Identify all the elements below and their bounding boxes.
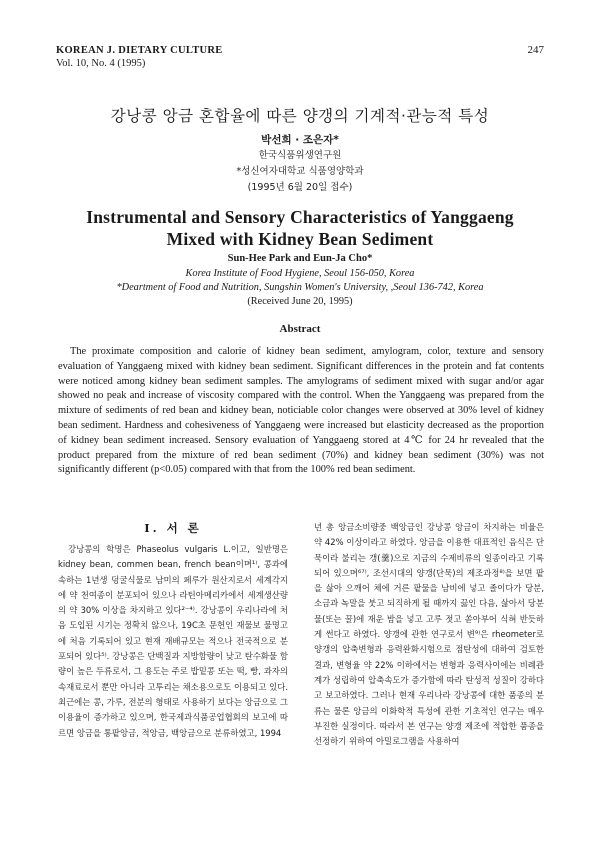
english-affiliation-2: *Deartment of Food and Nutrition, Sungshin Women's University, ,Seoul 136-742, Korea (116, 282, 484, 293)
english-authors: Sun-Hee Park and Eun-Ja Cho* (227, 253, 373, 264)
body-column-right (314, 520, 544, 749)
korean-affiliation-2: *성신여자대학교 식품영양학과 (236, 166, 364, 177)
journal-name: KOREAN J. DIETARY CULTURE (56, 45, 223, 56)
korean-received-date: (1995년 6월 20일 접수) (247, 182, 353, 193)
english-title-line-2: Mixed with Kidney Bean Sediment (166, 229, 434, 249)
section-heading-introduction: I. 서 론 (144, 521, 202, 535)
korean-authors: 박선희 · 조은자* (261, 134, 339, 146)
english-title-line-1: Instrumental and Sensory Characteristics of Yanggaeng (86, 207, 514, 227)
english-received-date: (Received June 20, 1995) (247, 296, 353, 307)
abstract-text: The proximate composition and calorie of kidney bean sediment, amylogram, color, texture and sensory evaluation of Yanggaeng mixed with kidney bean sediment. Significant differences in the protein and fat contents were noticed among kidney bean sediment samples. The amylograms of sediment mixed with sugar and/or agar showed no peak and increase of viscosity compared with the control. When the Yanggaeng was prepared from the mixture of sediments of red bean and kidney bean, noticiable color changes were observed at 30% level of kidney bean sediment. Hardness and cohesiveness of Yanggaeng were increased but elasticity decreased as the proportion of kidney bean sediment increased. Sensory evaluation of Yanggaeng stored at 4℃ for 24 hr revealed that the product prepared from the mixture of red bean sediment (70%) and kidney bean sediment (30%) was not significantly different (p<0.05) compared with that from the 100% red bean sediment. (58, 346, 544, 476)
korean-title: 강낭콩 앙금 혼합율에 따른 양갱의 기계적·관능적 특성 (110, 107, 490, 125)
english-title (40, 206, 560, 250)
abstract-heading: Abstract (279, 323, 321, 335)
english-affiliation-1: Korea Institute of Food Hygiene, Seoul 156-050, Korea (185, 268, 415, 279)
body-column-left (58, 520, 288, 741)
korean-affiliation-1: 한국식품위생연구원 (258, 150, 342, 161)
body-paragraph: 강낭콩의 학명은 Phaseolus vulgaris L.이고, 일반명은 kidney bean, commen bean, french bean이며¹⁾, 콩과에 속하는 1년생 덩굴식물로 남미의 페루가 원산지로서 세계각지에 약 천여종이 분포되어 있으나 라틴아메리카에서 세계생산량의 약 30% 이상을 차지하고 있다²⁻⁴⁾. 강낭콩이 우리나라에 처음 도입된 시기는 정확치 않으나, 19C초 문헌인 재물보 물명고에 처음 기록되어 있고 현재 재배규모는 적으나 전국적으로 분포되어 있다⁵⁾. 강낭콩은 단백질과 지방함량이 낮고 탄수화물 함량이 높은 두류로서, 그 용도는 주로 밥밑콩 또는 떡, 빵, 과자의 속재료로서 뿐만 아니라 고투리는 채소용으로도 이용되고 있다. 최근에는 콩, 가루, 전분의 형태로 사용하기 보다는 앙금으로 그 이용율이 증가하고 있으며, 한국제과식품공업협회의 보고에 따르면 앙금을 통팥앙금, 적앙금, 백앙금으로 분류하였고, 1994 (58, 544, 288, 738)
page-number: 247 (527, 44, 544, 56)
journal-volume: Vol. 10, No. 4 (1995) (56, 58, 146, 69)
body-paragraph-continued: 년 총 앙금소비량중 백앙금인 강낭콩 앙금이 차지하는 비율은 약 42% 이상이라고 하였다. 앙금을 이용한 대표적인 음식은 단묵이라 불리는 갱(羹)으로 지금의 수제비류의 일종이라고 기록되어 있으며⁶⁷⁾, 조선시대의 양갱(단묵)의 제조과정⁸⁾을 보면 팥을 삶아 으깨어 체에 거른 팥물을 남비에 넣고 졸이다가 당분, 소금과 녹말을 붓고 되직하게 될 때까지 끓인 다음, 삶아서 당분물(또는 꿀)에 재운 밤을 넣고 고루 젓고 쏟아부어 식혀 반듯하게 썬다고 하였다. 양갱에 관한 연구로서 변⁹⁾은 rheometer로 양갱의 압축변형과 응력완화시험으로 점탄성에 대하여 검토한 결과, 변형율 약 22% 이하에서는 변형과 응력사이에는 비례관계가 성립하여 압축속도가 증가함에 따라 탄성적 성질이 강하다고 보고하였다. 그러나 현재 우리나라 강낭콩에 대한 품종의 분류는 물론 앙금의 이화학적 특성에 관한 기초적인 연구는 매우 부진한 실정이다. 따라서 본 연구는 양갱 제조에 적합한 품종을 선정하기 위하여 아밀로그램을 사용하여 (314, 522, 544, 747)
journal-header (56, 44, 223, 70)
